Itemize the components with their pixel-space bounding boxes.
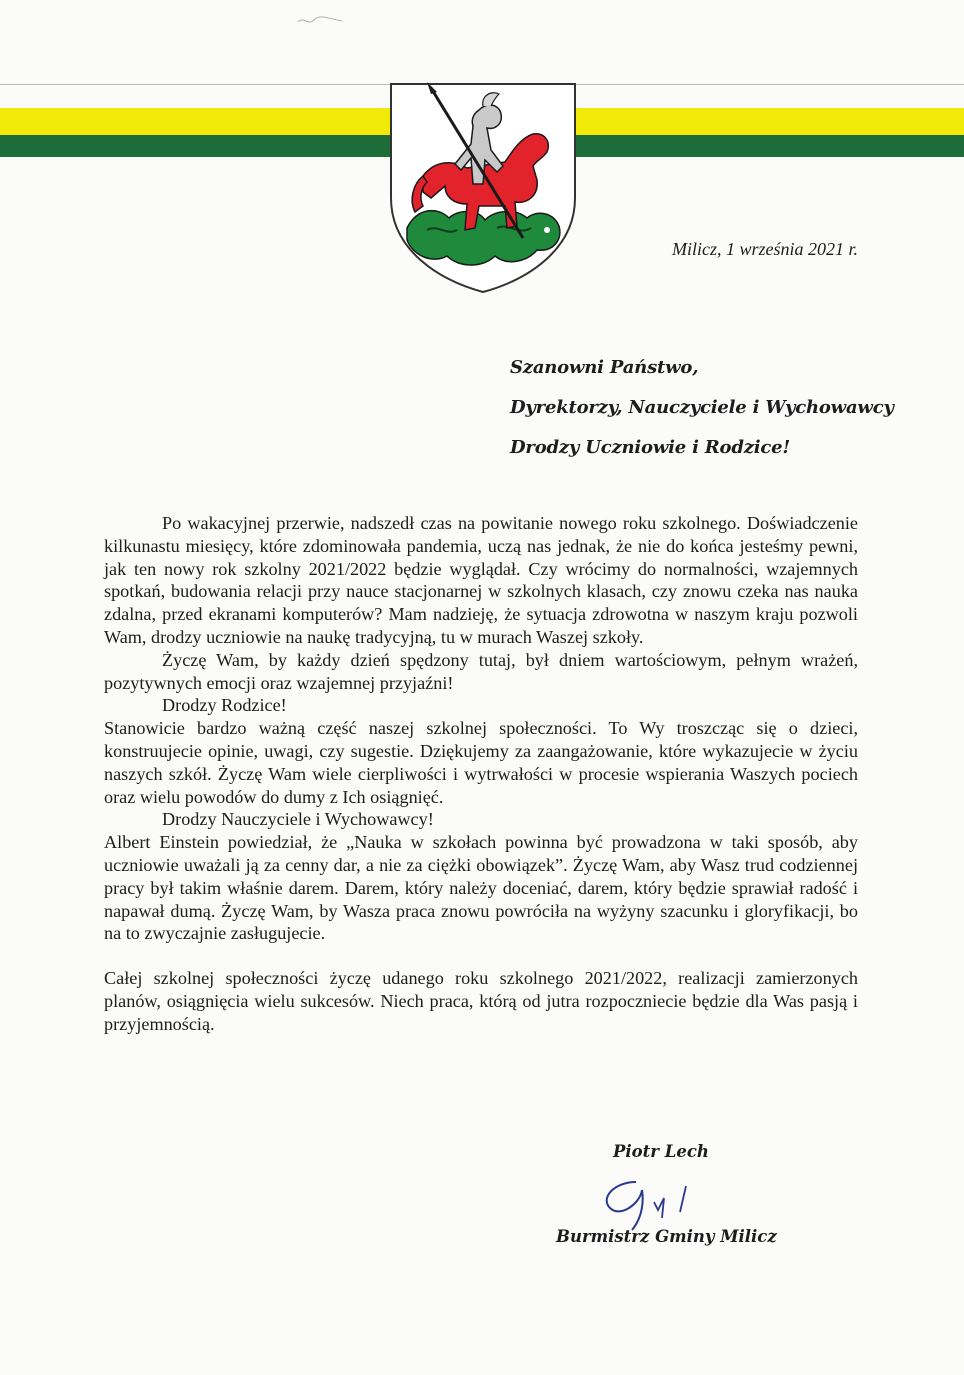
letter-date: Milicz, 1 września 2021 r.	[671, 239, 858, 259]
salutation-line-2: Dyrektorzy, Nauczyciele i Wychowawcy	[510, 397, 894, 418]
letter-body	[104, 512, 858, 1036]
signer-title: Burmistrz Gminy Milicz	[556, 1227, 777, 1246]
coat-of-arms-st-george-icon	[387, 80, 579, 294]
signer-name: Piotr Lech	[613, 1142, 709, 1161]
pen-mark	[296, 12, 346, 28]
salutation-line-3: Drodzy Uczniowie i Rodzice!	[510, 437, 791, 458]
paragraph-teachers: Albert Einstein powiedział, że „Nauka w szkołach powinna być prowadzona w taki sposób, aby uczniowie uważali ją za cenny dar, a nie za ciężki obowiązek”. Życzę Wam, aby Wasz trud codziennej pracy był takim właśnie darem. Darem, który należy doceniać, darem, który będzie sprawiał radość i napawał dumą. Życzę Wam, by Wasza praca znowu powróciła na wyżyny szacunku i gloryfikacji, bo na to zwyczajnie zasługujecie.	[104, 832, 858, 944]
heading-parents: Drodzy Rodzice!	[162, 695, 287, 716]
paragraph-wishes-students: Życzę Wam, by każdy dzień spędzony tutaj, był dniem wartościowym, pełnym wrażeń, pozytywnych emocji oraz wzajemnej przyjaźni!	[104, 649, 858, 693]
salutation	[510, 348, 894, 468]
heading-teachers: Drodzy Nauczyciele i Wychowawcy!	[162, 809, 434, 830]
paragraph-parents: Stanowicie bardzo ważną część naszej szkolnej społeczności. To Wy troszcząc się o dzieci, konstruujecie opinie, uwagi, czy sugestie. Dziękujemy za zaangażowanie, które wykazujecie w życiu naszych szkół. Życzę Wam wiele cierpliwości i wytrwałości w procesie wspierania Waszych pociech oraz wielu powodów do dumy z Ich osiągnięć.	[104, 718, 858, 807]
salutation-line-1: Szanowni Państwo,	[510, 357, 699, 378]
paragraph-closing: Całej szkolnej społeczności życzę udanego roku szkolnego 2021/2022, realizacji zamierzonych planów, osiągnięcia wielu sukcesów. Niech praca, którą od jutra rozpoczniecie będzie dla Was pasją i przyjemnością.	[104, 968, 858, 1034]
paragraph-intro: Po wakacyjnej przerwie, nadszedł czas na powitanie nowego roku szkolnego. Doświadczenie kilkunastu miesięcy, które zdominowała pandemia, uczą nas jednak, że nie do końca jesteśmy pewni, jak ten nowy rok szkolny 2021/2022 będzie wyglądał. Czy wrócimy do normalności, wzajemnych spotkań, budowania relacji przy nauce stacjonarnej w szkolnych klasach, czy znowu czeka nas nauka zdalna, przed ekranami komputerów? Mam nadzieję, że sytuacja zdrowotna w naszym kraju pozwoli Wam, drodzy uczniowie na naukę tradycyjną, tu w murach Waszej szkoły.	[104, 513, 858, 647]
